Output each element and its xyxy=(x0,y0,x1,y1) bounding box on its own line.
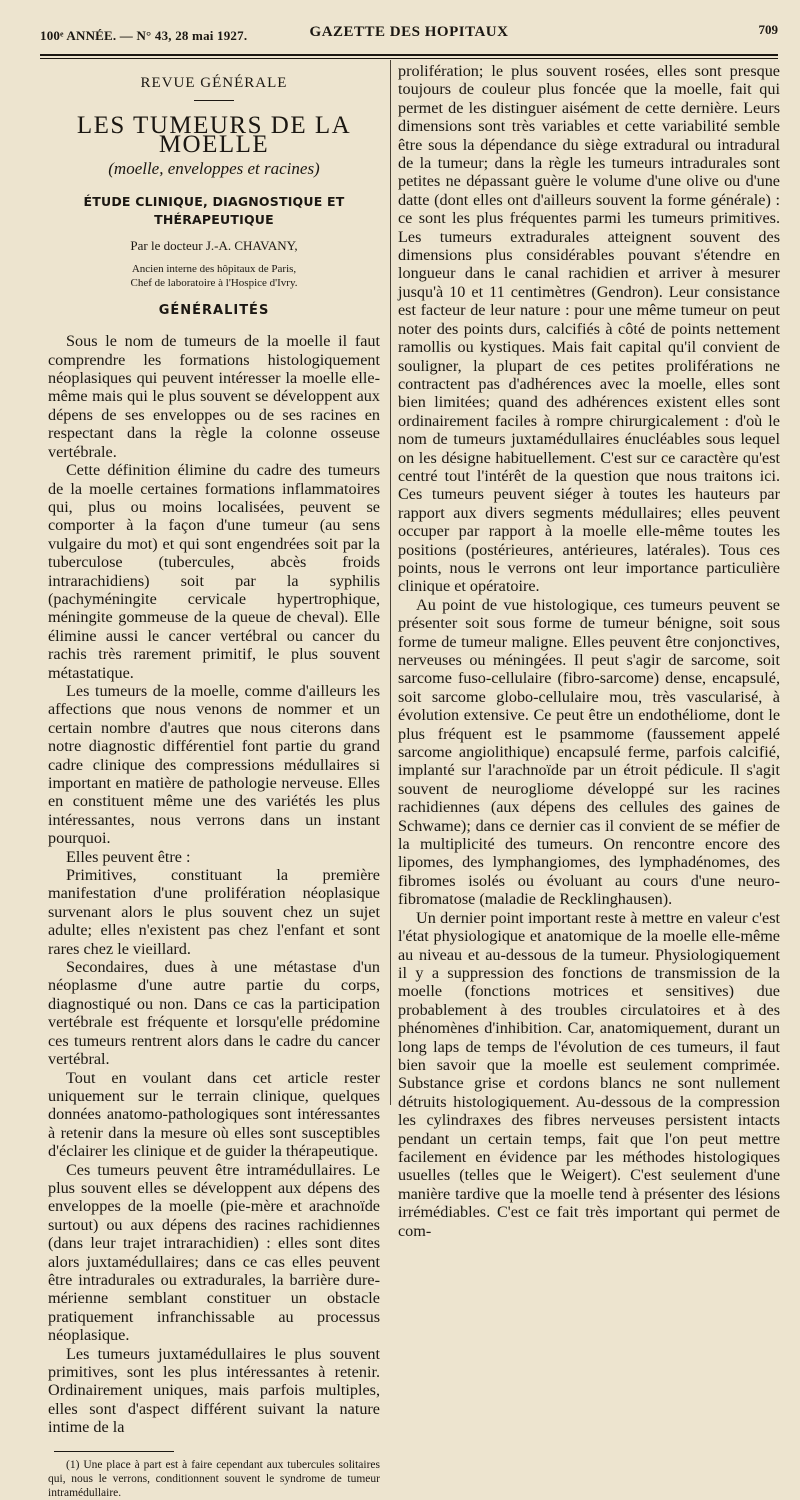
body-paragraph: Ces tumeurs peuvent être intramédullaires. Le plus souvent elles se développent aux dépens des enveloppes de la moelle (pie-mère et arachnoïde surtout) ou aux dépens des racines rachidiennes (dans leur trajet intrarachidien) : elles sont dites alors juxtamédullaires; dans ce cas elles peuvent être intradurales ou extradurales, la barrière dure-mérienne semblant constituer un obstacle pratiquement infranchissable au processus néoplasique. xyxy=(48,1160,380,1345)
body-paragraph: Au point de vue histologique, ces tumeurs peuvent se présenter soit sous forme de tumeur bénigne, soit sous forme de tumeur maligne. Elles peuvent être conjonctives, nerveuses ou méningées. Il peut s'agir de sarcome, soit sarcome fuso-cellulaire (fibro-sarcome) dense, encapsulé, soit sarcome globo-cellulaire mou, très vascularisé, à évolution extensive. Ce peut être un endothéliome, dont le plus fréquent est le psammome (faussement appelé sarcome angiolithique) encapsulé ferme, parfois calcifié, implanté sur l'arachnoïde par un étroit pédicule. Il s'agit souvent de neurogliome développé sur les racines rachidiennes (aux dépens des cellules des gaines de Schwame); dans ce dernier cas il convient de se méfier de la multiplicité des tumeurs. On rencontre encore des lipomes, des lymphangiomes, des lymphadénomes, des fibromes isolés ou évoluant au cours d'une neuro-fibromatose (maladie de Recklinghausen). xyxy=(398,595,780,909)
body-paragraph: prolifération; le plus souvent rosées, elles sont presque toujours de couleur plus foncée que la moelle, fait qui permet de les distinguer aisément de cette dernière. Leurs dimensions sont très variables et cette variabilité semble être sous la dépendance du siège extradural ou intradural de la tumeur; dans la règle les tumeurs intradurales sont petites ne dépassant guère le volume d'une olive ou d'une datte (dont elles ont d'ailleurs souvent la forme générale) : ce sont les plus fréquentes parmi les tumeurs primitives. Les tumeurs extradurales atteignent souvent des dimensions plus considérables pouvant s'étendre en longueur dans le canal rachidien et arriver à mesurer jusqu'à 10 et 11 centimètres (Gendron). Leur consistance est facteur de leur nature : pour une même tumeur on peut noter des points durs, calcifiés à côté de points nettement ramollis ou kystiques. Mais fait capital qu'il convient de souligner, la plupart de ces petites proliférations ne contractent pas d'adhérences avec la moelle, elles sont bien limitées; quand des adhérences existent elles sont ordinairement faciles à rompre chirurgicalement : d'où le nom de tumeurs juxtamédullaires énucléables sous lequel on les désigne habituellement. C'est sur ce caractère qu'est centré tout l'intérêt de la question que nous traitons ici. Ces tumeurs peuvent siéger à toutes les hauteurs par rapport aux divers segments médullaires; elles peuvent occuper par rapport à la moelle elle-même toutes les positions (postérieures, antérieures, latérales). Tous ces points, nous le verrons ont leur importance particulière clinique et opératoire. xyxy=(398,62,780,596)
study-line: ÉTUDE CLINIQUE, DIAGNOSTIQUE ET THÉRAPEUTIQUE xyxy=(83,193,345,228)
body-paragraph: Secondaires, dues à une métastase d'un néoplasme d'une autre partie du corps, diagnostiqué ou non. Dans ce cas la participation vertébrale est fréquente et lorsqu'elle prédomine ces tumeurs rentrent alors dans le cadre du cancer vertébral. xyxy=(48,958,380,1069)
journal-title: GAZETTE DES HOPITAUX xyxy=(309,24,509,40)
issue-line: 100ᵉ ANNÉE. — N° 43, 28 mai 1927. xyxy=(40,28,248,43)
footnote-rule xyxy=(54,1451,174,1452)
body-paragraph: Cette définition élimine du cadre des tumeurs de la moelle certaines formations inflammatoires qui, plus ou moins localisées, peuvent se comporter à la façon d'une tumeur (au sens vulgaire du mot) et qui sont engendrées soit par la tuberculose (tubercules, abcès froids intrarachidiens) soit par la syphilis (pachyméningite cervicale hypertrophique, méningite gommeuse de la queue de cheval). Elle élimine aussi le cancer vertébral ou cancer du rachis très rarement primitif, le plus souvent métastatique. xyxy=(48,461,380,682)
author-line: Par le docteur J.-A. CHAVANY, xyxy=(130,238,298,254)
body-paragraph: Elles peuvent être : xyxy=(66,847,191,866)
left-column xyxy=(48,62,380,1500)
page-header xyxy=(40,20,778,44)
header-rule xyxy=(40,54,778,56)
title-divider xyxy=(194,100,234,101)
footnote: (1) Une place à part est à faire cependant aux tubercules solitaires qui, nous le verrons, conditionnent souvent le syndrome de tumeur intramédullaire. xyxy=(48,1458,380,1499)
body-paragraph: Tout en voulant dans cet article rester uniquement sur le terrain clinique, quelques données anatomo-pathologiques sont intéressantes à retenir dans la mesure où elles sont susceptibles d'éclairer les clinique et de guider la thérapeutique. xyxy=(48,1068,380,1161)
body-paragraph: Les tumeurs juxtamédullaires le plus souvent primitives, sont les plus intéressantes à retenir. Ordinairement uniques, mais parfois multiples, elles sont d'aspect différent suivant la nature intime de la xyxy=(48,1344,380,1437)
affiliation-line-1: Ancien interne des hôpitaux de Paris, xyxy=(131,262,297,275)
affiliation-line-2: Chef de laboratoire à l'Hospice d'Ivry. xyxy=(130,276,298,289)
author-affiliation xyxy=(48,262,380,290)
column-divider xyxy=(390,60,391,1105)
body-paragraph: Les tumeurs de la moelle, comme d'ailleurs les affections que nous venons de nommer et un certain nombre d'autres que nous citerons dans notre diagnostic différentiel font partie du grand cadre clinique des compressions médullaires si important en matière de pathologie nerveuse. Elles en constituent même une des variétés les plus intéressantes, nous verrons dans un instant pourquoi. xyxy=(48,681,380,848)
article-title: LES TUMEURS DE LA MOELLE xyxy=(76,112,352,158)
body-paragraph: Un dernier point important reste à mettre en valeur c'est l'état physiologique et anatomique de la moelle elle-même au niveau et au-dessous de la tumeur. Physiologiquement il y a suppression des fonctions de transmission de la moelle (fonctions motrices et sensitives) due probablement à des troubles circulatoires et à des phénomènes d'inhibition. Car, anatomiquement, durant un long laps de temps de l'évolution de ces tumeurs, il faut bien savoir que la moelle est seulement comprimée. Substance grise et cordons blancs ne sont nullement détruits histologiquement. Au-dessous de la compression les cylindraxes des fibres nerveuses persistent intacts pendant un certain temps, fait que l'on peut mettre facilement en évidence par les méthodes histologiques usuelles (telles que le Weigert). C'est seulement d'une manière tardive que la moelle tend à présenter des lésions irrémédiables. C'est ce fait très important qui permet de com- xyxy=(398,908,780,1240)
body-paragraph: Sous le nom de tumeurs de la moelle il faut comprendre les formations histologiquement néoplasiques qui peuvent intéresser la moelle elle-même mais qui le plus souvent se développent aux dépens de ses enveloppes ou de ses racines en respectant dans la règle la colonne osseuse vertébrale. xyxy=(48,332,380,461)
body-paragraph: Primitives, constituant la première manifestation d'une prolifération néoplasique survenant alors le plus souvent chez un sujet adulte; elles n'existent pas chez l'enfant et sont rares chez le vieillard. xyxy=(48,866,380,958)
section-label: REVUE GÉNÉRALE xyxy=(140,75,288,91)
page-number: 709 xyxy=(758,22,778,37)
right-column xyxy=(398,62,780,1240)
header-rule-thin xyxy=(40,58,778,59)
section-heading: GÉNÉRALITÉS xyxy=(158,302,270,318)
article-subtitle: (moelle, enveloppes et racines) xyxy=(108,159,320,179)
